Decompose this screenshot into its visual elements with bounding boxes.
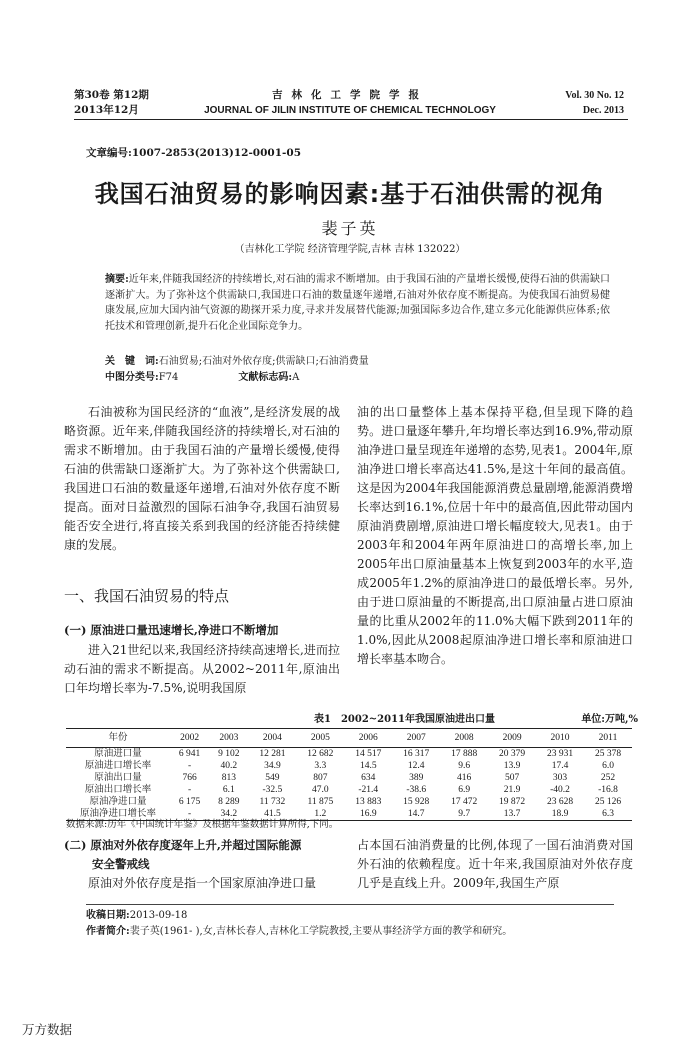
journal-name-cn: 吉林化工学院学报 [272,89,428,101]
body-column-left-continued [64,641,340,698]
abstract-text: 近年来,伴随我国经济的持续增长,对石油的需求不断增加。由于我国石油的产量增长缓慢,使得石油的供需缺口逐渐扩大。为了弥补这个供需缺口,我国进口石油的数量逐年递增,石油对外依存度不断提高。为使我国石油贸易健康发展,应加大国内油气资源的勘探开采力度,寻求并发展替代能源;加强国际多边合作,建立多元化能源供应体系;依托技术和管理创新,提升石化企业国际竞争力。 [105,274,610,332]
author-bio-label: 作者简介: [86,926,130,937]
table-row [66,772,632,784]
table-cell: 23 931 [546,749,574,759]
table-cell: -32.5 [262,785,283,795]
running-header-right [565,88,624,118]
table-cell: 303 [552,773,568,783]
table-cell: 原油净进口量 [89,797,147,807]
table-header-cell: 2005 [296,729,344,748]
table-source-note: 数据来源:历年《中国统计年鉴》及根据年鉴数据计算所得,下同。 [66,819,339,830]
table-cell: 21.9 [503,785,521,795]
journal-name-en: JOURNAL OF JILIN INSTITUTE OF CHEMICAL TECHNOLOGY [204,105,496,116]
body-paragraph-2: 进入21世纪以来,我国经济持续高速增长,进而拉动石油的需求不断提高。从2002~2011年,原油出口年均增长率为-7.5%,说明我国原 [64,643,340,695]
table-cell: 25 378 [594,749,622,759]
table-header-cell: 2007 [392,729,440,748]
table-cell: 634 [361,773,376,783]
table-cell: 23 628 [546,797,574,807]
table-cell: 17 472 [451,797,478,807]
table-cell: 252 [600,773,616,783]
table-cell: 25 126 [594,797,622,807]
table-cell: 13 883 [355,797,382,807]
table-cell: 47.0 [312,785,329,795]
watermark-text: 万方数据 [22,1022,73,1037]
table-cell: 549 [265,773,280,783]
body-column-left [64,403,340,555]
body-paragraph-right: 油的出口量整体上基本保持平稳,但呈现下降的趋势。进口量逐年攀升,年均增长率达到16.9%,带动原油净进口量呈现连年递增的态势,见表1。2004年,原油净进口增长率高达41.5%,是这十年间的最高值。这是因为2004年我国能源消费总量剧增,能源消费增长率达到16.1%,位居十年中的最高值,因此带动国内原油消费剧增,原油进口增长幅度较大,见表1。由于2003年和2004年两年原油进口的高增长率,加上2005年出口原油量基本上恢复到2003年的水平,造成2005年1.2%的原油净进口的最低增长率。另外,由于进口原油量的不断提高,出口原油量占进口原油量的比重从2002年的11.0%大幅下跌到2011年的1.0%,因此从2008起原油净进口增长率和原油进口增长率基本吻合。 [357,405,633,666]
author-bio: 裴子英(1961- ),女,吉林长春人,吉林化工学院教授,主要从事经济学方面的教学和研究。 [129,926,513,937]
intro-paragraph: 石油被称为国民经济的“血液”,是经济发展的战略资源。近年来,伴随我国经济的持续增长,对石油的需求不断增加。由于我国石油的产量增长缓慢,使得石油的供需缺口逐渐扩大。为了弥补这个供需缺口,我国进口石油的数量逐年递增,石油对外依存度不断提高。面对日益激烈的国际石油争夺,我国石油贸易能否安全进行,将直接关系到我国的经济能否持续健康的发展。 [64,405,340,552]
body-paragraph-right-2: 占本国石油消费量的比例,体现了一国石油消费对国外石油的依赖程度。近十年来,我国原油对外依存度几乎是直线上升。2009年,我国生产原 [357,838,633,890]
body-column-left-lower [64,874,340,893]
received-label: 收稿日期: [86,910,130,921]
clc-label: 中图分类号: [105,372,159,383]
issue-date-en: Dec. 2013 [582,105,624,116]
keywords [105,352,369,367]
table-cell: 15 928 [403,797,430,807]
article-number: 文章编号:1007-2853(2013)12-0001-05 [86,147,302,159]
table-cell: 41.5 [248,808,296,821]
table-cell: 416 [457,773,472,783]
classification [105,368,359,383]
table-cell: 3.3 [314,761,327,771]
table-header-cell: 2010 [536,729,584,748]
keywords-label: 关 键 词: [105,356,159,367]
received-date: 2013-09-18 [129,910,188,921]
table-cell: 6.1 [222,785,235,795]
header-rule [74,119,628,120]
table-cell: 14.7 [392,808,440,821]
table-cell: 6.0 [602,761,614,771]
table-row [66,760,632,772]
abstract [105,272,610,334]
keywords-text: 石油贸易;石油对外依存度;供需缺口;石油消费量 [158,356,369,367]
table-cell: 原油出口增长率 [84,785,152,795]
footnote-rule [86,904,614,905]
table-cell: 原油净进口增长率 [66,808,170,821]
table-cell: 17 888 [451,749,478,759]
table-cell: 14.5 [359,761,377,771]
table-cell: 40.2 [220,761,238,771]
body-column-right [357,403,633,669]
oil-trade-table [66,728,632,821]
table-cell: 19 872 [499,797,526,807]
abstract-label: 摘要: [105,274,129,285]
table-cell: - [188,761,192,771]
table-cell: 原油进口量 [94,749,142,759]
table-cell: 13.9 [503,761,521,771]
table-cell: 16.9 [344,808,392,821]
subsection-heading-1: (一) 原油进口量迅速增长,净进口不断增加 [64,623,279,637]
table-cell: 8 289 [218,797,240,807]
table-cell: 20 379 [499,749,526,759]
table-cell: 766 [182,773,197,783]
table-header-cell: 年份 [66,729,170,748]
table-cell: 9.7 [440,808,488,821]
table-cell: -40.2 [550,785,570,795]
volume-number-en: Vol. 30 No. 12 [565,90,624,101]
table-cell: 11 732 [259,797,286,807]
table-cell: 14 517 [355,749,382,759]
table-header-cell: 2003 [209,729,248,748]
table-caption: 表1 2002~2011年我国原油进出口量 [314,714,496,725]
subsection-heading-2-line2: 安全警戒线 [92,857,150,871]
table-cell: 389 [409,773,424,783]
table-row [66,748,632,761]
table-cell: 13.7 [488,808,536,821]
subsection-heading-2-line1: (二) 原油对外依存度逐年上升,并超过国际能源 [64,838,302,852]
table-header-cell: 2008 [440,729,488,748]
author-name: 裴子英 [321,219,379,238]
table-header-cell: 2011 [584,729,632,748]
table-header-cell: 2009 [488,729,536,748]
table-cell: 34.9 [264,761,281,771]
section-heading: 一、我国石油贸易的特点 [64,587,230,605]
table-cell: 6.3 [584,808,632,821]
table-cell: 原油进口增长率 [84,761,152,771]
table-cell: -16.8 [598,785,618,795]
paper-title: 我国石油贸易的影响因素:基于石油供需的视角 [94,180,606,208]
issue-date: 2013年12月 [74,104,139,116]
table-cell: 18.9 [536,808,584,821]
table-header-cell: 2004 [248,729,296,748]
doc-code-label: 文献标志码: [238,372,293,383]
table-cell: -38.6 [406,785,427,795]
clc-value: F74 [158,372,179,383]
table-cell: 11 875 [307,797,334,807]
table-cell: 9.6 [458,761,471,771]
volume-issue: 第30卷 第12期 [74,89,149,101]
table-cell: 34.2 [209,808,248,821]
table-cell: 16 317 [403,749,430,759]
doc-code-value: A [292,372,300,383]
table-cell: 17.4 [551,761,569,771]
table-header-cell: 2006 [344,729,392,748]
body-paragraph-3: 原油对外依存度是指一个国家原油净进口量 [88,876,317,890]
body-column-right-lower [357,836,633,893]
table-cell: 1.2 [296,808,344,821]
table-cell: - [188,785,192,795]
table-row [66,784,632,796]
footnote [86,908,626,940]
table-cell: 507 [504,773,520,783]
table-cell: 12 281 [259,749,286,759]
table-cell: 6.9 [458,785,471,795]
author-affiliation: （吉林化工学院 经济管理学院,吉林 吉林 132022） [234,244,466,255]
table-cell: 6 941 [178,749,201,759]
table-cell: 12.4 [407,761,425,771]
table-cell: 807 [313,773,328,783]
table-unit: 单位:万吨,% [581,714,638,725]
table-row [66,796,632,808]
table-cell: 6 175 [178,797,201,807]
table-header-cell: 2002 [170,729,209,748]
table-cell: 9 102 [218,749,240,759]
table-cell: - [170,808,209,821]
table-cell: 原油出口量 [94,773,142,783]
subsection-heading-2 [64,836,344,874]
table-cell: 12 682 [307,749,334,759]
table-cell: 813 [221,773,236,783]
table-cell: -21.4 [358,785,379,795]
table-header-row [66,729,632,748]
